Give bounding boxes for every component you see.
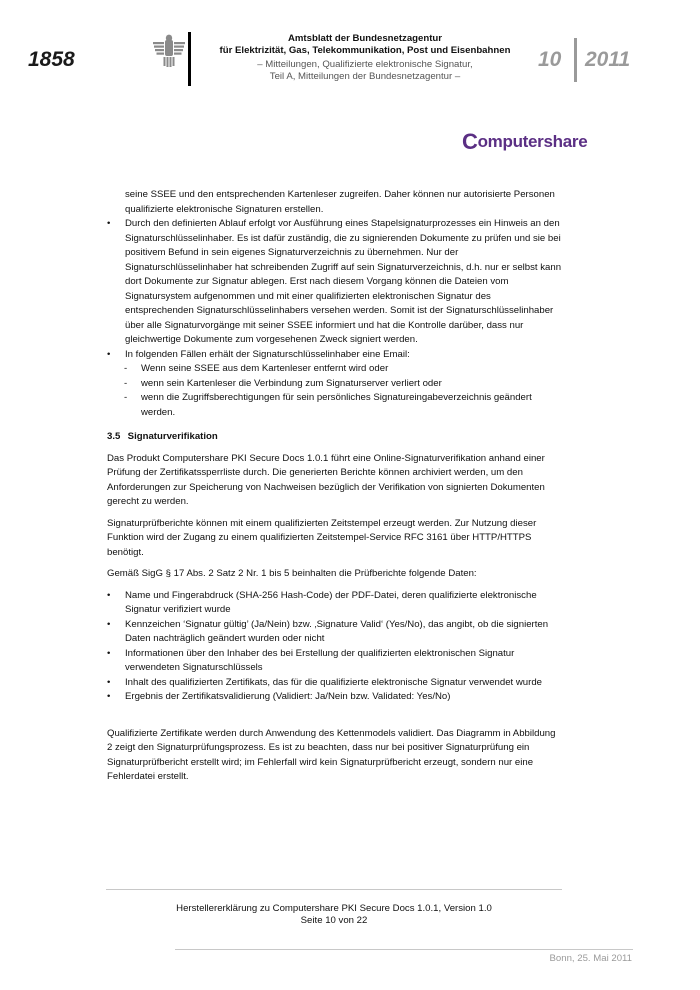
list-item: • Durch den definierten Ablauf erfolgt vor Ausführung eines Stapelsignaturprozesses ein Hinweis an den Signaturschlüsselinhaber. Es ist dafür zuständig, die zu signierenden Dokumente zu prüfen und sie bei positivem Befund in sein eigenes Signaturverzeichnis zu übernehmen. Nur der Signaturschlüsselinhaber hat schreibenden Zugriff auf sein Signaturverzeichnis, d.h. nur er selbst kann dort Dokumente zur Signatur ablegen. Erst nach diesem Vorgang können die Dateien vom Signatursystem aufgenommen und mit einer qualifizierten elektronischen Signatur des entsprechenden Signaturschlüsselinhabers versehen werden. Somit ist der Signaturschlüsselinhaber über alle Signaturvorgänge mit seiner SSEE informiert und hat die Kontrolle darüber, dass nur gleichwertige Dokumente zum vorgesehenen Zweck signiert werden. [107, 218, 562, 345]
bullet-icon: • [107, 676, 111, 688]
issue-year: 2011 [585, 48, 631, 71]
logo-text: omputershare [477, 132, 588, 151]
logo-initial: C [462, 129, 478, 154]
section-number: 3.5 [107, 431, 121, 442]
bullet-icon: • [107, 691, 111, 702]
list-item: - wenn sein Kartenleser die Verbindung zum Signaturserver verliert oder [107, 377, 562, 392]
list-item: - wenn die Zugriffsberechtigungen für sein persönliches Signatureingabeverzeichnis geändert werden. [124, 392, 532, 418]
list-item: • Name und Fingerabdruck (SHA-256 Hash-Code) der PDF-Datei, deren qualifizierte elektronische Signatur verifiziert wurde [107, 589, 537, 615]
bullet-icon: • [107, 647, 111, 659]
paragraph: Gemäß SigG § 17 Abs. 2 Satz 2 Nr. 1 bis 5 beinhalten die Prüfberichte folgende Daten: [107, 568, 477, 579]
bullet-icon: • [107, 218, 111, 229]
paragraph: Signaturprüfberichte können mit einem qualifizierten Zeitstempel erzeugt werden. Zur Nutzung dieser Funktion wird der Zugang zu einem qualifizierten Zeitstempel-Service RFC 3161 über HTTP/HTTPS benötigt. [107, 517, 537, 558]
list-item: • Inhalt des qualifizierten Zertifikats, das für die qualifizierte elektronische Signatur verwendet wurde [107, 676, 562, 691]
page-footer [106, 903, 562, 926]
section-title: Signaturverifikation [127, 431, 218, 442]
header-title: Amtsblatt der Bundesnetzagentur für Elektrizität, Gas, Telekommunikation, Post und Eisenbahnen [219, 33, 511, 56]
paragraph: Qualifizierte Zertifikate werden durch Anwendung des Kettenmodels validiert. Das Diagramm in Abbildung 2 zeigt den Signaturprüfungsprozess. Es ist zu beachten, dass nur bei positiver Signaturprüfung ein Signaturprüfbericht erstellt wird; im Fehlerfall wird kein Signaturprüfbericht erzeugt, sondern nur eine Fehlerdatei erstellt. [107, 727, 556, 782]
paragraph: Das Produkt Computershare PKI Secure Docs 1.0.1 führt eine Online-Signaturverifikation anhand einer Prüfung der Zertifikatssperrliste durch. Die generierten Berichte können archiviert werden, um den Anforderungen zur Speicherung von Nachweisen bezüglich der Verifikation von signierten Dokumenten gerecht zu werden. [107, 452, 545, 507]
list-item: - Wenn seine SSEE aus dem Kartenleser entfernt wird oder [107, 362, 562, 377]
list-item: • In folgenden Fällen erhält der Signaturschlüsselinhaber eine Email: [107, 348, 562, 363]
issue-number: 10 [538, 48, 562, 71]
process-list [107, 217, 562, 362]
report-contents-list [107, 589, 562, 705]
dash-icon: - [124, 363, 128, 374]
email-cases-list [107, 362, 562, 420]
list-item: • Ergebnis der Zertifikatsvalidierung (Validiert: Ja/Nein bzw. Validated: Yes/No) [107, 690, 562, 705]
page-number: 1858 [28, 48, 75, 71]
header-subtitle: – Mitteilungen, Qualifizierte elektronische Signatur, Teil A, Mitteilungen der Bundesnetzagentur – [257, 59, 473, 82]
publication-date: Bonn, 25. Mai 2011 [549, 953, 632, 964]
header-divider [188, 32, 191, 86]
federal-eagle-icon [152, 32, 186, 72]
bullet-icon: • [107, 589, 111, 601]
bullet-icon: • [107, 618, 111, 630]
section-heading [107, 430, 562, 445]
issue-divider [574, 38, 577, 82]
computershare-logo [462, 129, 587, 155]
footer-divider [106, 889, 562, 890]
bullet-icon: • [107, 348, 111, 360]
list-item: • Kennzeichen ‘Signatur gültig’ (Ja/Nein) bzw. ‚Signature Valid‘ (Yes/No), das angibt, ob die signierten Daten nachträglich geändert wurden oder nicht [107, 618, 549, 644]
intro-continuation: seine SSEE und den entsprechenden Kartenleser zugreifen. Daher können nur autorisierte Personen qualifizierte elektronische Signaturen erstellen. [125, 189, 555, 215]
document-body [107, 188, 562, 785]
footer-document-title: Herstellererklärung zu Computershare PKI Secure Docs 1.0.1, Version 1.0 [176, 903, 492, 914]
list-item: • Informationen über den Inhaber des bei Erstellung der qualifizierten elektronischen Signatur verwendeten Signaturschlüssels [107, 647, 515, 673]
dash-icon: - [124, 377, 128, 389]
footer-page-info: Seite 10 von 22 [300, 914, 368, 926]
dash-icon: - [124, 392, 128, 403]
date-divider [175, 949, 633, 950]
